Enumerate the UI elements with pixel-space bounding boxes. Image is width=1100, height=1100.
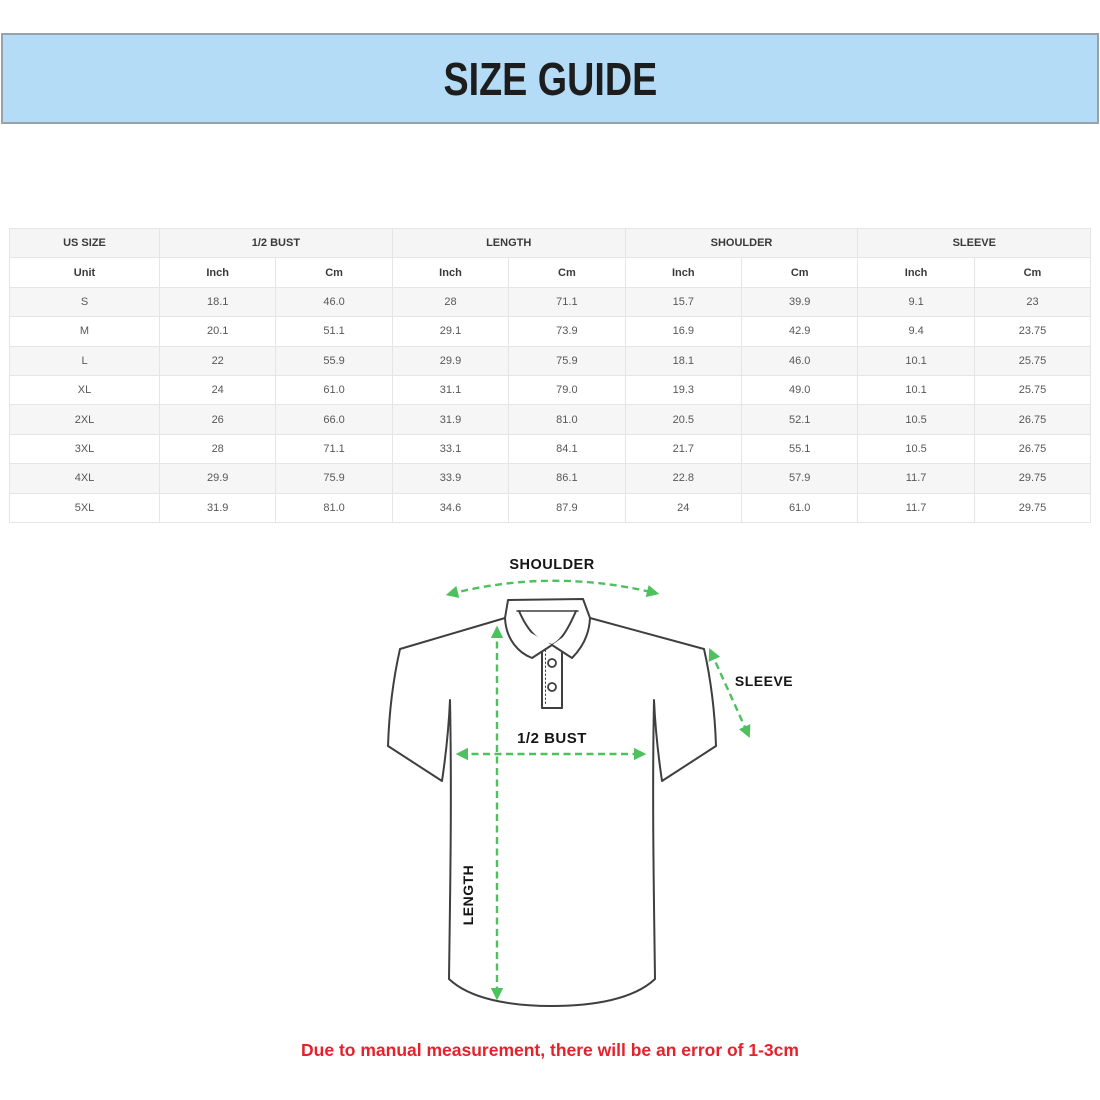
size-value-cell: 29.9 [392,346,508,375]
table-row [10,375,1091,404]
size-value-cell: 23.75 [974,317,1090,346]
bust-label: 1/2 BUST [517,730,587,747]
measurement-disclaimer: Due to manual measurement, there will be an error of 1-3cm [301,1040,799,1060]
size-value-cell: 71.1 [509,287,625,316]
size-name-cell: 3XL [10,434,160,463]
size-value-cell: 22 [160,346,276,375]
size-value-cell: 49.0 [741,375,857,404]
size-value-cell: 9.4 [858,317,974,346]
size-name-cell: M [10,317,160,346]
size-value-cell: 71.1 [276,434,392,463]
size-value-cell: 81.0 [509,405,625,434]
size-name-cell: S [10,287,160,316]
size-chart-table [9,228,1091,523]
size-value-cell: 33.9 [392,464,508,493]
unit-header-cell: Unit [10,258,160,287]
sleeve-label: SLEEVE [734,673,794,689]
size-value-cell: 29.75 [974,464,1090,493]
column-group-header: 1/2 BUST [160,229,393,258]
size-value-cell: 66.0 [276,405,392,434]
table-row [10,346,1091,375]
size-value-cell: 75.9 [509,346,625,375]
size-value-cell: 34.6 [392,493,508,522]
size-value-cell: 24 [160,375,276,404]
unit-header-cell: Cm [509,258,625,287]
size-value-cell: 46.0 [741,346,857,375]
size-guide-banner [1,33,1099,124]
size-value-cell: 18.1 [625,346,741,375]
size-value-cell: 26.75 [974,405,1090,434]
size-value-cell: 26 [160,405,276,434]
size-value-cell: 87.9 [509,493,625,522]
size-value-cell: 61.0 [276,375,392,404]
size-value-cell: 11.7 [858,464,974,493]
table-row [10,317,1091,346]
size-value-cell: 42.9 [741,317,857,346]
size-value-cell: 46.0 [276,287,392,316]
size-name-cell: 2XL [10,405,160,434]
button-bottom [548,683,556,691]
size-name-cell: 5XL [10,493,160,522]
size-value-cell: 31.9 [160,493,276,522]
shoulder-label: SHOULDER [509,557,595,573]
unit-header-cell: Inch [392,258,508,287]
column-group-header: SLEEVE [858,229,1091,258]
size-value-cell: 22.8 [625,464,741,493]
table-row [10,405,1091,434]
size-name-cell: 4XL [10,464,160,493]
size-value-cell: 52.1 [741,405,857,434]
size-value-cell: 26.75 [974,434,1090,463]
size-value-cell: 24 [625,493,741,522]
size-value-cell: 19.3 [625,375,741,404]
size-name-cell: L [10,346,160,375]
polo-shirt-illustration [388,599,716,1006]
size-chart-body [10,287,1091,522]
collar-band [505,599,590,618]
size-value-cell: 20.5 [625,405,741,434]
size-value-cell: 79.0 [509,375,625,404]
size-value-cell: 23 [974,287,1090,316]
unit-header-cell: Cm [741,258,857,287]
size-value-cell: 75.9 [276,464,392,493]
length-label: LENGTH [460,864,476,926]
size-value-cell: 29.1 [392,317,508,346]
size-value-cell: 25.75 [974,346,1090,375]
size-value-cell: 15.7 [625,287,741,316]
shoulder-arrow [450,581,655,594]
column-group-header: LENGTH [392,229,625,258]
size-value-cell: 84.1 [509,434,625,463]
button-top [548,659,556,667]
column-group-header: SHOULDER [625,229,858,258]
size-value-cell: 57.9 [741,464,857,493]
unit-header-row [10,258,1091,287]
group-header-row [10,229,1091,258]
column-group-header: US SIZE [10,229,160,258]
size-value-cell: 28 [392,287,508,316]
unit-header-cell: Cm [974,258,1090,287]
size-value-cell: 10.1 [858,375,974,404]
measurement-diagram [380,550,800,1030]
table-row [10,287,1091,316]
sleeve-arrow [711,652,748,734]
size-chart-container [9,228,1091,523]
size-value-cell: 28 [160,434,276,463]
size-value-cell: 10.5 [858,405,974,434]
table-row [10,434,1091,463]
size-value-cell: 20.1 [160,317,276,346]
table-row [10,493,1091,522]
size-value-cell: 10.1 [858,346,974,375]
page-title: SIZE GUIDE [443,52,657,105]
unit-header-cell: Inch [858,258,974,287]
unit-header-cell: Inch [625,258,741,287]
size-name-cell: XL [10,375,160,404]
size-value-cell: 25.75 [974,375,1090,404]
unit-header-cell: Inch [160,258,276,287]
size-value-cell: 61.0 [741,493,857,522]
size-value-cell: 29.75 [974,493,1090,522]
size-value-cell: 73.9 [509,317,625,346]
size-value-cell: 31.9 [392,405,508,434]
size-value-cell: 55.1 [741,434,857,463]
unit-header-cell: Cm [276,258,392,287]
size-value-cell: 55.9 [276,346,392,375]
size-value-cell: 18.1 [160,287,276,316]
size-value-cell: 11.7 [858,493,974,522]
size-value-cell: 86.1 [509,464,625,493]
size-value-cell: 16.9 [625,317,741,346]
size-value-cell: 33.1 [392,434,508,463]
size-value-cell: 9.1 [858,287,974,316]
size-value-cell: 21.7 [625,434,741,463]
size-value-cell: 39.9 [741,287,857,316]
size-chart-header [10,229,1091,288]
size-value-cell: 31.1 [392,375,508,404]
size-value-cell: 51.1 [276,317,392,346]
size-value-cell: 81.0 [276,493,392,522]
size-value-cell: 10.5 [858,434,974,463]
table-row [10,464,1091,493]
size-value-cell: 29.9 [160,464,276,493]
